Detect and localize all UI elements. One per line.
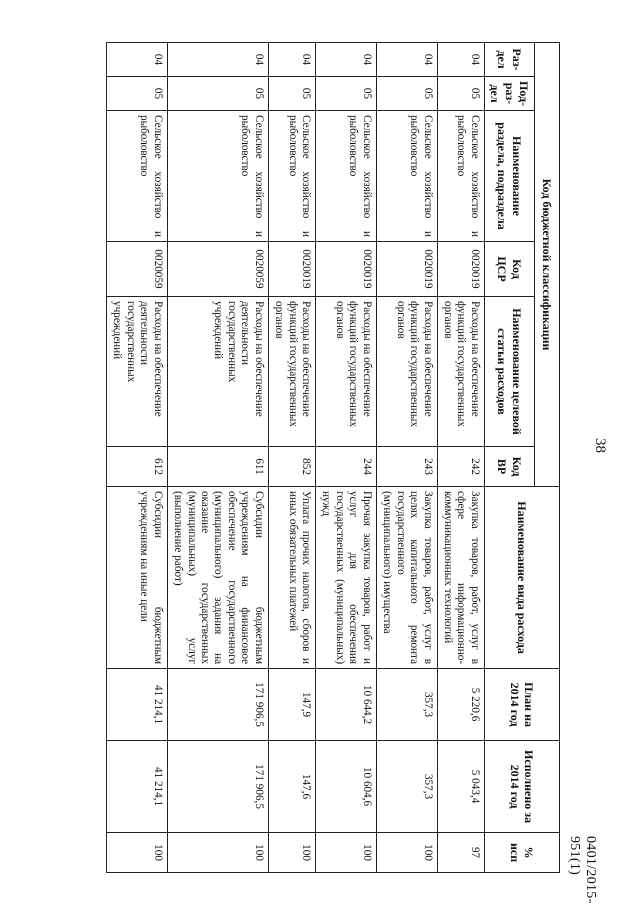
- pct-header: % исп: [484, 833, 559, 873]
- table-row: [437, 43, 484, 873]
- exec-cell: 171 906,5: [167, 741, 268, 833]
- plan-cell: 357,3: [376, 669, 437, 741]
- vr-name-cell: Субсидии бюджетным учреждениям на финансовое обеспечение государственного (муниципального) задания на оказание государственных (муниципальных) услуг (выполнение работ): [167, 487, 268, 669]
- subsection-cell: 05: [316, 77, 377, 111]
- article-cell: Расходы на обеспечение деятельности государственных учреждений: [106, 297, 167, 447]
- vr-cell: 243: [376, 447, 437, 487]
- article-cell: Расходы на обеспечение функций государственных органов: [437, 297, 484, 447]
- section-cell: 04: [316, 43, 377, 77]
- plan-cell: 171 906,5: [167, 669, 268, 741]
- csr-cell: 0020019: [268, 242, 315, 297]
- section-cell: 04: [268, 43, 315, 77]
- plan-cell: 10 644,2: [316, 669, 377, 741]
- vr-name-header: Наименование вида расхода: [484, 487, 559, 669]
- section-cell: 04: [437, 43, 484, 77]
- vr-cell: 611: [167, 447, 268, 487]
- vr-name-cell: Субсидии бюджетным учреждениям на иные цели: [106, 487, 167, 669]
- name-cell: Сельское хозяйство и рыболовство: [316, 111, 377, 242]
- name-cell: Сельское хозяйство и рыболовство: [167, 111, 268, 242]
- vr-cell: 242: [437, 447, 484, 487]
- budget-classification-header: Код бюджетной классификации: [535, 43, 560, 487]
- subsection-cell: 05: [106, 77, 167, 111]
- subsection-header: Под-раз-дел: [484, 77, 534, 111]
- plan-header: План на 2014 год: [484, 669, 559, 741]
- name-cell: Сельское хозяйство и рыболовство: [106, 111, 167, 242]
- vr-cell: 612: [106, 447, 167, 487]
- table-row: [167, 43, 268, 873]
- article-cell: Расходы на обеспечение функций государственных органов: [376, 297, 437, 447]
- table-row: [316, 43, 377, 873]
- plan-cell: 41 214,1: [106, 669, 167, 741]
- csr-cell: 0020019: [437, 242, 484, 297]
- table-row: [268, 43, 315, 873]
- vr-name-cell: Закупка товаров, работ, услуг в целях капитального ремонта государственного (муниципального) имущества: [376, 487, 437, 669]
- subsection-cell: 05: [268, 77, 315, 111]
- section-cell: 04: [376, 43, 437, 77]
- csr-cell: 0020019: [376, 242, 437, 297]
- table-row: [106, 43, 167, 873]
- csr-cell: 0020019: [316, 242, 377, 297]
- plan-cell: 147,9: [268, 669, 315, 741]
- csr-cell: 0020059: [167, 242, 268, 297]
- name-header: Наименование раздела, подраздела: [484, 111, 534, 242]
- exec-cell: 147,6: [268, 741, 315, 833]
- vr-cell: 852: [268, 447, 315, 487]
- exec-cell: 10 604,6: [316, 741, 377, 833]
- subsection-cell: 05: [437, 77, 484, 111]
- pct-cell: 100: [268, 833, 315, 873]
- subsection-cell: 05: [376, 77, 437, 111]
- vr-name-cell: Закупка товаров, работ, услуг в сфере информационно-коммуникационных технологий: [437, 487, 484, 669]
- csr-header: Код ЦСР: [484, 242, 534, 297]
- pct-cell: 100: [167, 833, 268, 873]
- vr-header: Код ВР: [484, 447, 534, 487]
- article-cell: Расходы на обеспечение функций государственных органов: [316, 297, 377, 447]
- name-cell: Сельское хозяйство и рыболовство: [437, 111, 484, 242]
- section-header: Раз-дел: [484, 43, 534, 77]
- pct-cell: 100: [106, 833, 167, 873]
- section-cell: 04: [167, 43, 268, 77]
- exec-cell: 357,3: [376, 741, 437, 833]
- pct-cell: 97: [437, 833, 484, 873]
- plan-cell: 5 220,6: [437, 669, 484, 741]
- article-header: Наименование целевой статьи расходов: [484, 297, 534, 447]
- article-cell: Расходы на обеспечение функций государственных органов: [268, 297, 315, 447]
- pct-cell: 100: [316, 833, 377, 873]
- budget-table: [106, 42, 560, 873]
- page-number: 38: [592, 438, 608, 453]
- table-row: [376, 43, 437, 873]
- document-code: 0401/2015-951(1): [567, 836, 598, 904]
- article-cell: Расходы на обеспечение деятельности государственных учреждений: [167, 297, 268, 447]
- vr-name-cell: Прочая закупка товаров, работ и услуг для обеспечения государственных (муниципальных) нужд: [316, 487, 377, 669]
- exec-header: Исполнено за 2014 год: [484, 741, 559, 833]
- csr-cell: 0020059: [106, 242, 167, 297]
- exec-cell: 5 043,4: [437, 741, 484, 833]
- name-cell: Сельское хозяйство и рыболовство: [376, 111, 437, 242]
- pct-cell: 100: [376, 833, 437, 873]
- subsection-cell: 05: [167, 77, 268, 111]
- exec-cell: 41 214,1: [106, 741, 167, 833]
- vr-name-cell: Уплата прочих налогов, сборов и иных обязательных платежей: [268, 487, 315, 669]
- vr-cell: 244: [316, 447, 377, 487]
- section-cell: 04: [106, 43, 167, 77]
- name-cell: Сельское хозяйство и рыболовство: [268, 111, 315, 242]
